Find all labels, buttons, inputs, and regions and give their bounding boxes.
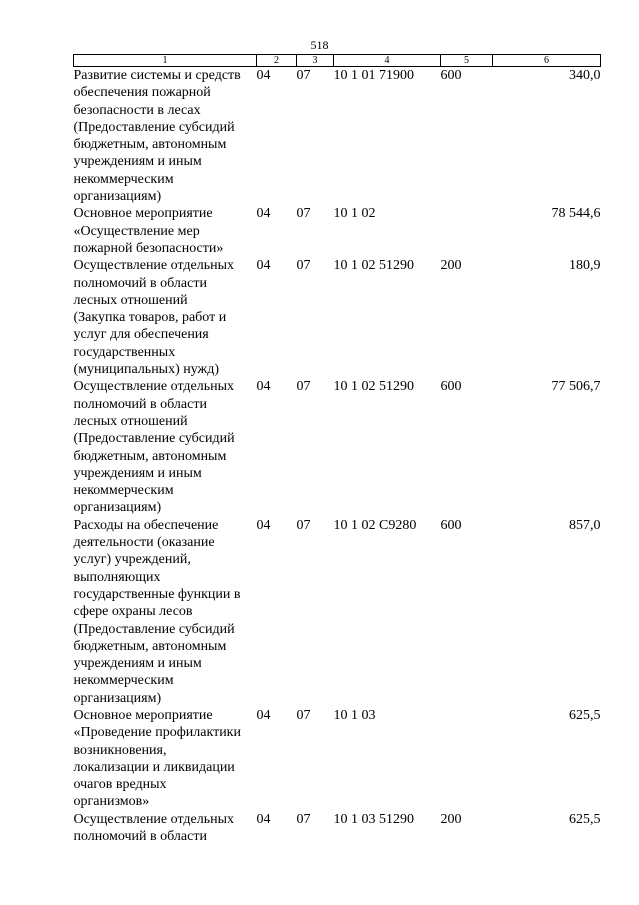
header-col-1: 1: [74, 55, 257, 67]
table-row: [74, 205, 601, 257]
amount: 857,0: [569, 517, 601, 533]
header-col-3: 3: [297, 55, 334, 67]
table-body: [74, 67, 601, 846]
subsection-code: 07: [296, 258, 311, 274]
subsection-code: 07: [296, 379, 311, 395]
amount: 625,5: [569, 811, 601, 827]
section-code: 04: [256, 206, 271, 222]
table-row: [74, 811, 601, 846]
expense-type-code: [441, 707, 493, 811]
section-code: 04: [256, 68, 271, 83]
expense-type-code: 600: [440, 517, 462, 533]
expense-type-code: 200: [440, 258, 462, 274]
expense-type-code: 200: [440, 811, 462, 827]
section-code: 04: [256, 517, 271, 533]
header-col-2: 2: [257, 55, 297, 67]
target-article-code: 10 1 03: [333, 707, 376, 723]
expense-type-code: 600: [440, 379, 462, 395]
table-row: [74, 378, 601, 516]
table-row: [74, 67, 601, 206]
budget-table: [73, 54, 601, 845]
target-article-code: 10 1 01 71900: [333, 68, 414, 83]
table-row: [74, 517, 601, 707]
table-row: [74, 707, 601, 811]
subsection-code: 07: [296, 517, 311, 533]
subsection-code: 07: [296, 811, 311, 827]
table-row: [74, 257, 601, 378]
item-name: Основное мероприятие «Осуществление мер пожарной безопасности»: [73, 206, 224, 256]
header-row: [74, 55, 601, 67]
item-name: Осуществление отдельных полномочий в области лесных отношений (Предоставление субсидий бюджетным, автономным учреждениям и иным некоммерческим организациям): [73, 379, 235, 516]
target-article-code: 10 1 03 51290: [333, 811, 414, 827]
item-name: Осуществление отдельных полномочий в области: [73, 811, 234, 845]
item-name: Расходы на обеспечение деятельности (оказание услуг) учреждений, выполняющих государственные функции в сфере охраны лесов (Предоставление субсидий бюджетным, автономным учреждениям и иным некоммерческим организациям): [73, 517, 241, 706]
amount: 340,0: [569, 68, 601, 83]
item-name: Развитие системы и средств обеспечения пожарной безопасности в лесах (Предоставление субсидий бюджетным, автономным учреждениям и иным некоммерческим организациям): [73, 68, 241, 205]
amount: 625,5: [569, 707, 601, 723]
section-code: 04: [256, 811, 271, 827]
subsection-code: 07: [296, 707, 311, 723]
section-code: 04: [256, 379, 271, 395]
table-header: [74, 55, 601, 67]
header-col-4: 4: [334, 55, 441, 67]
header-col-6: 6: [493, 55, 601, 67]
amount: 77 506,7: [551, 379, 601, 395]
subsection-code: 07: [296, 68, 311, 83]
target-article-code: 10 1 02 51290: [333, 379, 414, 395]
section-code: 04: [256, 707, 271, 723]
page-number: 518: [310, 38, 329, 52]
item-name: Осуществление отдельных полномочий в области лесных отношений (Закупка товаров, работ и услуг для обеспечения государственных (муниципальных) нужд): [73, 258, 234, 378]
target-article-code: 10 1 02 С9280: [333, 517, 417, 533]
target-article-code: 10 1 02 51290: [333, 258, 414, 274]
expense-type-code: [441, 205, 493, 257]
header-col-5: 5: [441, 55, 493, 67]
subsection-code: 07: [296, 206, 311, 222]
section-code: 04: [256, 258, 271, 274]
expense-type-code: 600: [440, 68, 462, 83]
target-article-code: 10 1 02: [333, 206, 376, 222]
item-name: Основное мероприятие «Проведение профилактики возникновения, локализации и ликвидации очагов вредных организмов»: [73, 707, 241, 810]
amount: 78 544,6: [551, 206, 601, 222]
amount: 180,9: [569, 258, 601, 274]
